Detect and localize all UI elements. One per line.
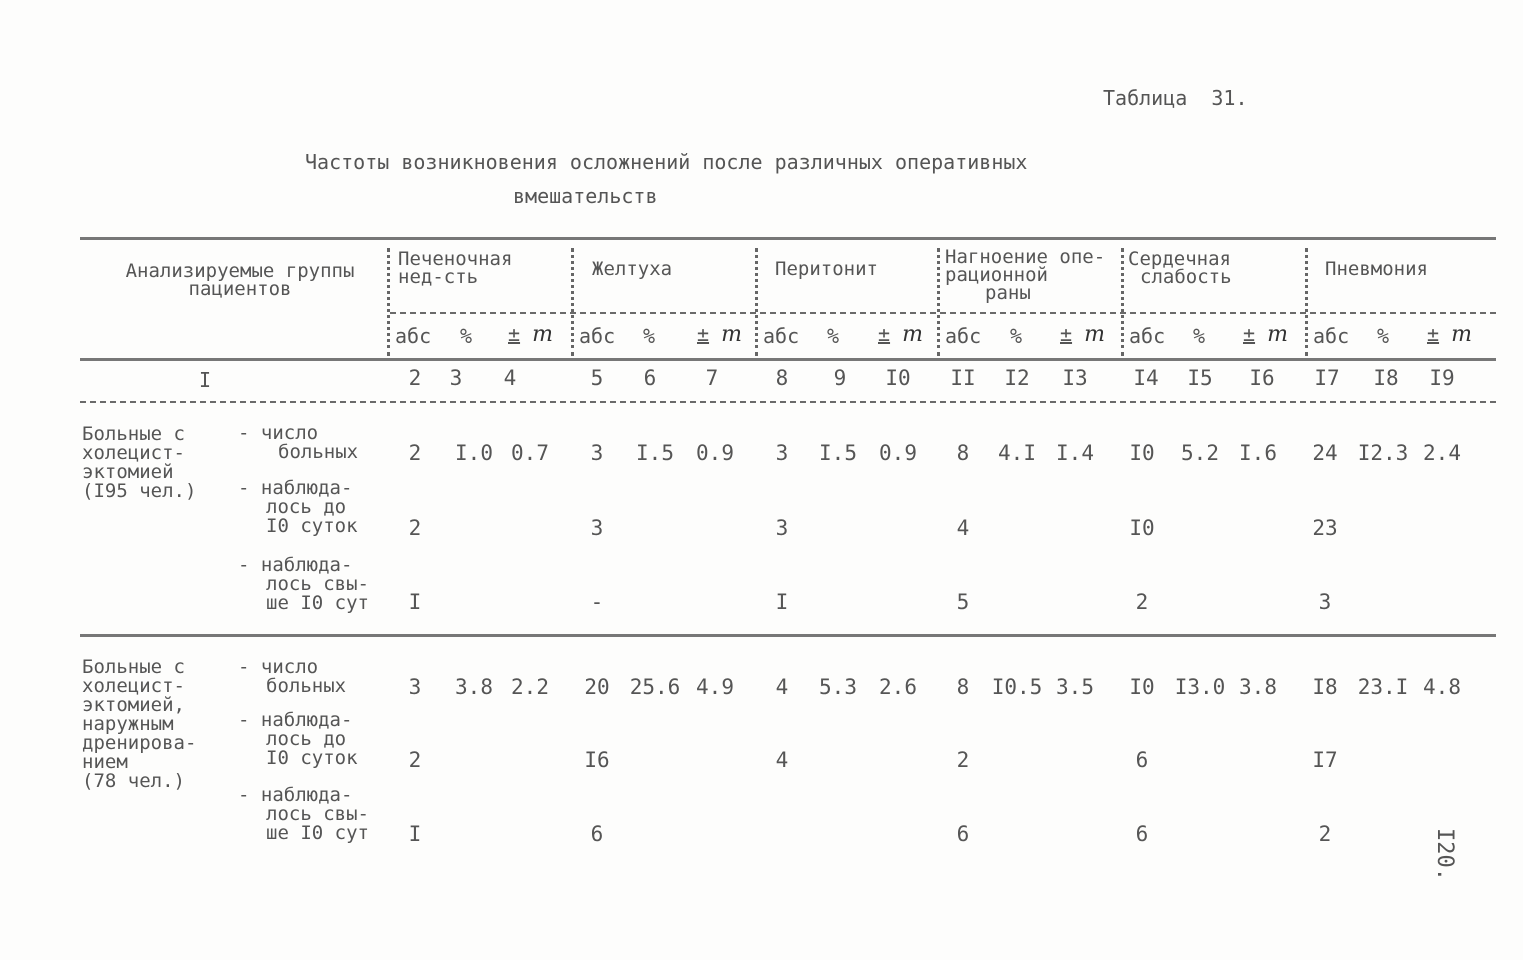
table-cell: 4.8: [1423, 675, 1461, 699]
table-cell: 2.2: [511, 675, 549, 699]
table-cell: 2.6: [879, 675, 917, 699]
row-label: - число больных: [238, 422, 359, 463]
table-cell: 6: [1135, 748, 1149, 772]
table-cell: 4: [775, 675, 789, 699]
subheader-pct: %: [1010, 324, 1023, 348]
column-number: I4: [1133, 366, 1159, 390]
table-cell: 0.9: [696, 441, 734, 465]
table-cell: 4.I: [998, 441, 1036, 465]
subheader-pm-m: ± m: [1243, 322, 1288, 347]
table-cell: I: [775, 590, 789, 614]
table-cell: I.6: [1239, 441, 1277, 465]
table-cell: 3: [1318, 590, 1332, 614]
table-cell: I.4: [1056, 441, 1094, 465]
table-cell: I.0: [455, 441, 493, 465]
complication-header-pneumonia: Пневмония: [1325, 258, 1428, 280]
table-cell: 24: [1312, 441, 1338, 465]
header-bottom-rule: [80, 358, 1496, 361]
complication-header-heart: Сердечная слабость: [1128, 248, 1232, 288]
group-separator-rule: [80, 634, 1496, 637]
table-label: Таблица: [1103, 86, 1188, 110]
complication-header-jaundice: Желтуха: [592, 258, 673, 280]
subheader-pct: %: [460, 324, 473, 348]
column-number: I8: [1373, 366, 1399, 390]
subheader-abs: абс: [763, 324, 800, 348]
table-cell: 4: [956, 516, 970, 540]
table-cell: I8: [1312, 675, 1338, 699]
table-cell: 23.I: [1357, 675, 1409, 699]
table-cell: 5: [956, 590, 970, 614]
table-number: 31.: [1211, 86, 1248, 110]
table-cell: I.5: [819, 441, 857, 465]
table-cell: 23: [1312, 516, 1338, 540]
column-number: I5: [1187, 366, 1213, 390]
complication-header-liver: Печеночная нед-сть: [398, 248, 513, 288]
table-cell: -: [590, 590, 604, 614]
table-cell: 2: [408, 748, 422, 772]
subheader-pm-m: ± m: [1060, 322, 1105, 347]
table-cell: I3.0: [1174, 675, 1226, 699]
column-number: 7: [705, 366, 719, 390]
table-cell: 0.9: [879, 441, 917, 465]
table-cell: 0.7: [511, 441, 549, 465]
table-cell: 3.8: [455, 675, 493, 699]
col-separator: [1305, 248, 1308, 356]
table-cell: I.5: [636, 441, 674, 465]
subheader-abs: абс: [1313, 324, 1350, 348]
table-cell: 3: [590, 441, 604, 465]
table-cell: 2: [1318, 822, 1332, 846]
table-cell: 8: [956, 441, 970, 465]
table-cell: I7: [1312, 748, 1338, 772]
group-name-2: Больные с холецист- эктомией, наружным дренирова- нием (78 чел.): [82, 656, 197, 792]
col-separator: [1121, 248, 1124, 356]
table-cell: 3.5: [1056, 675, 1094, 699]
subheader-pm-m: ± m: [878, 322, 923, 347]
complication-header-peritonitis: Перитонит: [775, 258, 878, 280]
column-number: 2: [408, 366, 422, 390]
group-name-1: Больные с холецист- эктомией (I95 чел.): [82, 423, 197, 502]
table-cell: I0: [1129, 516, 1155, 540]
row-label: - число больных: [238, 656, 347, 697]
table-cell: I0: [1129, 441, 1155, 465]
subheader-pct: %: [1193, 324, 1206, 348]
column-number: I0: [885, 366, 911, 390]
table-cell: I0.5: [991, 675, 1043, 699]
column-number: I9: [1429, 366, 1455, 390]
subheader-pm-m: ± m: [697, 322, 742, 347]
table-cell: 4.9: [696, 675, 734, 699]
table-cell: 6: [1135, 822, 1149, 846]
subheader-rule: [390, 312, 1496, 314]
table-cell: 6: [956, 822, 970, 846]
table-cell: 3: [775, 441, 789, 465]
column-number: 8: [775, 366, 789, 390]
subheader-pct: %: [827, 324, 840, 348]
row-label: - наблюда- лось свы- ше I0 сут: [238, 784, 369, 844]
complication-header-wound: Нагноение опе- рационной раны: [945, 246, 1106, 304]
table-cell: 5.2: [1181, 441, 1219, 465]
table-title-line2: вмешательств: [513, 184, 658, 208]
table-cell: I2.3: [1357, 441, 1409, 465]
subheader-pct: %: [1377, 324, 1390, 348]
col-separator: [571, 248, 574, 356]
col-separator: [387, 248, 390, 356]
table-cell: 4: [775, 748, 789, 772]
column-number: 6: [643, 366, 657, 390]
group-header: Анализируемые группы пациентов: [125, 260, 355, 300]
table-cell: 5.3: [819, 675, 857, 699]
column-number: II: [950, 366, 976, 390]
colnum-bottom-rule: [80, 401, 1496, 403]
table-cell: 2: [408, 441, 422, 465]
table-cell: 2: [1135, 590, 1149, 614]
subheader-pm-m: ± m: [508, 322, 553, 347]
row-label: - наблюда- лось свы- ше I0 сут: [238, 554, 369, 614]
table-cell: 3: [408, 675, 422, 699]
column-number: I3: [1062, 366, 1088, 390]
table-cell: I0: [1129, 675, 1155, 699]
column-number: 9: [833, 366, 847, 390]
table-cell: I6: [584, 748, 610, 772]
page-number: I20.: [1431, 828, 1457, 881]
subheader-abs: абс: [395, 324, 432, 348]
table-cell: 25.6: [629, 675, 681, 699]
table-cell: 6: [590, 822, 604, 846]
row-label: - наблюда- лось до I0 суток: [238, 709, 358, 769]
table-cell: 3: [775, 516, 789, 540]
column-number: I6: [1249, 366, 1275, 390]
table-cell: 2.4: [1423, 441, 1461, 465]
table-cell: I: [408, 590, 422, 614]
subheader-pct: %: [643, 324, 656, 348]
table-title-line1: Частоты возникновения осложнений после различных оперативных: [305, 150, 1028, 174]
table-cell: I: [408, 822, 422, 846]
column-number: I2: [1004, 366, 1030, 390]
column-number: 3: [449, 366, 463, 390]
table-cell: 2: [956, 748, 970, 772]
table-cell: 2: [408, 516, 422, 540]
table-cell: 8: [956, 675, 970, 699]
table-caption: [1103, 86, 1248, 110]
subheader-abs: абс: [945, 324, 982, 348]
table-cell: 20: [584, 675, 610, 699]
column-number: I7: [1314, 366, 1340, 390]
table-cell: 3: [590, 516, 604, 540]
subheader-abs: абс: [1129, 324, 1166, 348]
subheader-pm-m: ± m: [1427, 322, 1472, 347]
column-number: I: [198, 368, 212, 392]
row-label: - наблюда- лось до I0 суток: [238, 477, 358, 537]
table-cell: 3.8: [1239, 675, 1277, 699]
subheader-abs: абс: [579, 324, 616, 348]
table-top-rule: [80, 237, 1496, 240]
column-number: 4: [503, 366, 517, 390]
column-number: 5: [590, 366, 604, 390]
col-separator: [755, 248, 758, 356]
col-separator: [937, 248, 940, 356]
